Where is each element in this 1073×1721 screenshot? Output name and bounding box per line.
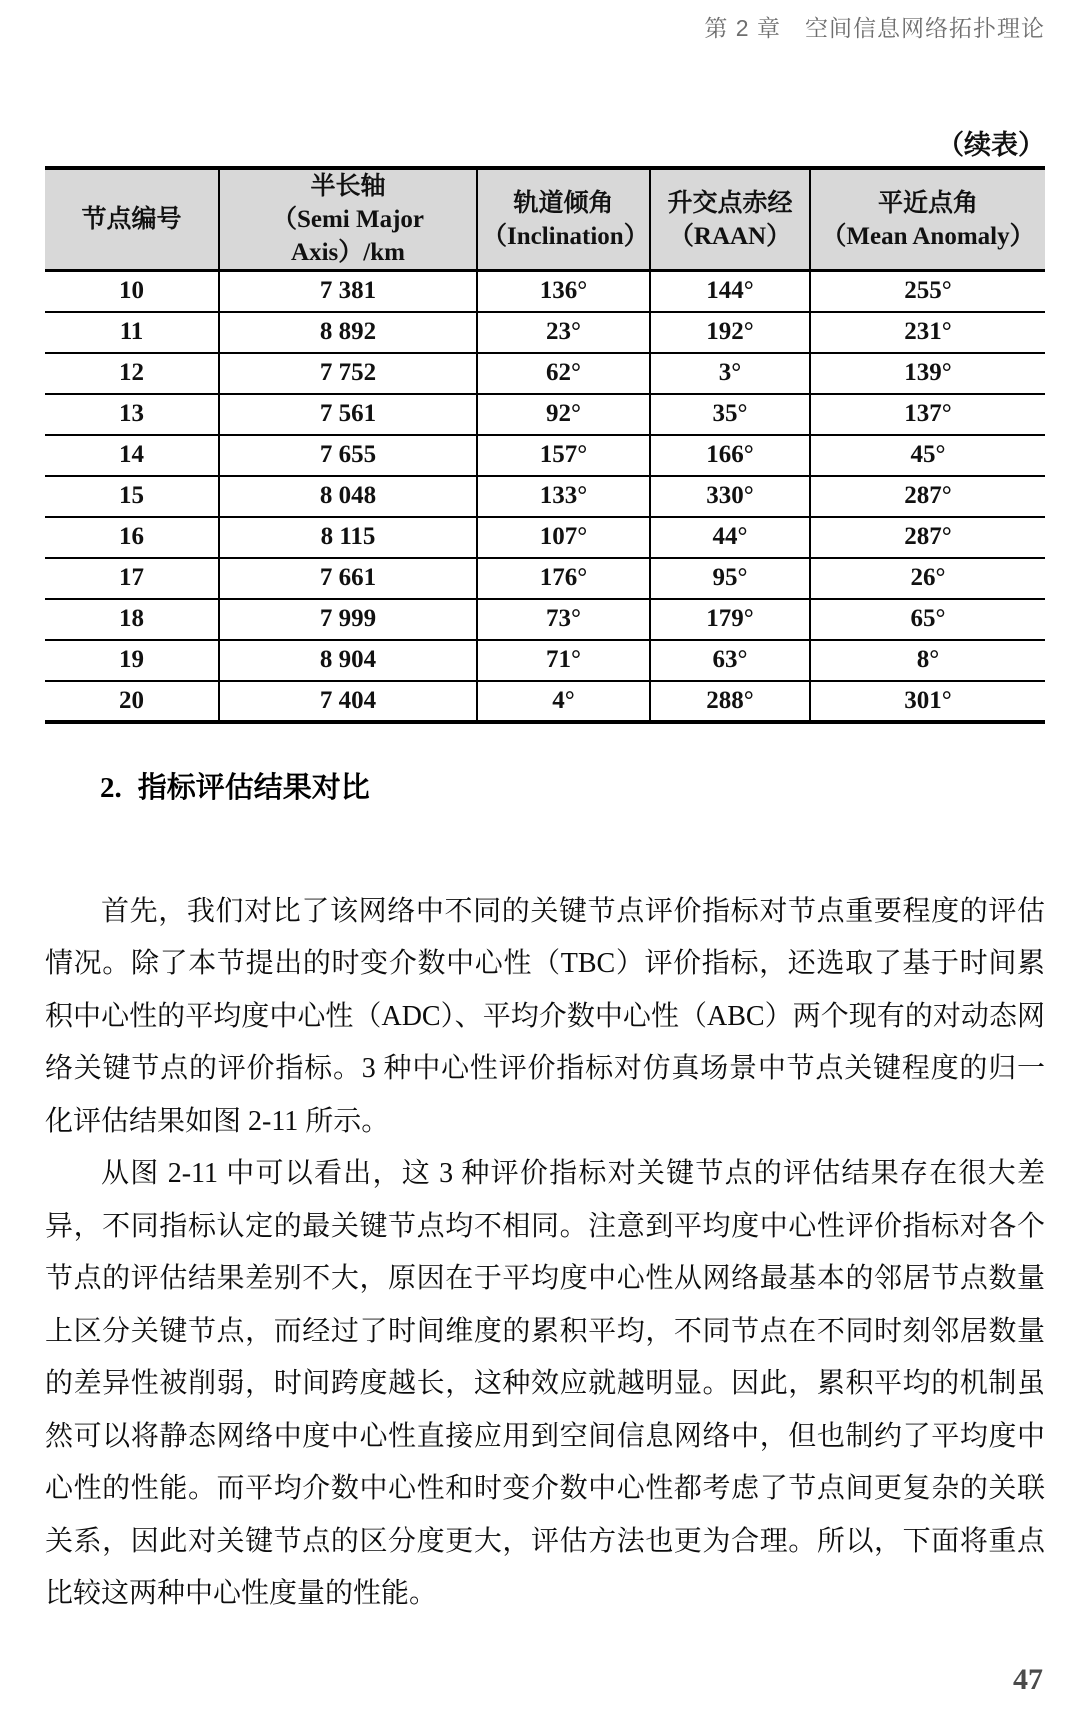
column-header-mean-anomaly [810, 168, 1045, 271]
section-heading [45, 770, 1045, 806]
column-header-cn: 平近点角 [877, 188, 978, 217]
table-cell: 35° [650, 394, 810, 435]
table-row [45, 558, 1045, 599]
table-cell: 63° [650, 640, 810, 681]
table-cell: 15 [45, 476, 219, 517]
table-cell: 288° [650, 681, 810, 722]
column-header-cn: 升交点赤经 [667, 188, 793, 217]
table-row [45, 599, 1045, 640]
table-cell: 44° [650, 517, 810, 558]
column-header-cn: 轨道倾角 [513, 188, 614, 217]
table-cell: 231° [810, 312, 1045, 353]
table-cell: 8 115 [219, 517, 477, 558]
table-cell: 10 [45, 271, 219, 312]
table-cell: 45° [810, 435, 1045, 476]
table-cell: 7 661 [219, 558, 477, 599]
table-row [45, 517, 1045, 558]
table-cell: 13 [45, 394, 219, 435]
table-row [45, 435, 1045, 476]
table-cell: 8° [810, 640, 1045, 681]
section-title: 指标评估结果对比 [137, 771, 370, 804]
running-header: 第 2 章 空间信息网络拓扑理论 [704, 15, 1045, 41]
table-cell: 7 561 [219, 394, 477, 435]
table-row [45, 353, 1045, 394]
table-cell: 8 892 [219, 312, 477, 353]
table-cell: 19 [45, 640, 219, 681]
table-cell: 157° [477, 435, 650, 476]
table-row [45, 640, 1045, 681]
table-cell: 95° [650, 558, 810, 599]
page-number: 47 [1013, 1663, 1043, 1696]
table-cell: 12 [45, 353, 219, 394]
table-cell: 255° [810, 271, 1045, 312]
column-header-semi-major-axis [219, 168, 477, 271]
table-cell: 26° [810, 558, 1045, 599]
column-header-en: （Inclination） [482, 222, 649, 250]
column-header-en: （Mean Anomaly） [821, 222, 1035, 250]
column-header-node-id [45, 168, 219, 271]
table-cell: 8 904 [219, 640, 477, 681]
body-text [45, 886, 1045, 1621]
column-header-cn: 半长轴 [310, 172, 386, 200]
table-cell: 8 048 [219, 476, 477, 517]
table-cell: 62° [477, 353, 650, 394]
paragraph: 首先，我们对比了该网络中不同的关键节点评价指标对节点重要程度的评估情况。除了本节提出的时变介数中心性（TBC）评价指标，还选取了基于时间累积中心性的平均度中心性（ADC）、平均介数中心性（ABC）两个现有的对动态网络关键节点的评价指标。3 种中心性评价指标对仿真场景中节点关键程度的归一化评估结果如图 2-11 所示。 [45, 895, 1045, 1137]
table-cell: 301° [810, 681, 1045, 722]
table-cell: 23° [477, 312, 650, 353]
table-cell: 4° [477, 681, 650, 722]
table-body [45, 271, 1045, 722]
table-cell: 18 [45, 599, 219, 640]
column-header-cn: 节点编号 [81, 205, 182, 233]
table-cell: 287° [810, 517, 1045, 558]
column-header-en: （RAAN） [668, 222, 792, 250]
table-cell: 14 [45, 435, 219, 476]
table-cell: 17 [45, 558, 219, 599]
column-header-inclination [477, 168, 650, 271]
table-cell: 139° [810, 353, 1045, 394]
table-row [45, 312, 1045, 353]
table-cell: 144° [650, 271, 810, 312]
table-cell: 92° [477, 394, 650, 435]
table-cell: 192° [650, 312, 810, 353]
table-cell: 287° [810, 476, 1045, 517]
table-cell: 330° [650, 476, 810, 517]
orbit-parameters-table [45, 166, 1045, 724]
table-cell: 7 381 [219, 271, 477, 312]
section-number: 2. [100, 771, 122, 804]
table-cell: 7 999 [219, 599, 477, 640]
table-cell: 7 752 [219, 353, 477, 394]
table-cell: 176° [477, 558, 650, 599]
table-cell: 7 655 [219, 435, 477, 476]
table-row [45, 476, 1045, 517]
table-header-row [45, 168, 1045, 271]
table-cell: 179° [650, 599, 810, 640]
table-row [45, 271, 1045, 312]
table-cell: 166° [650, 435, 810, 476]
table-cell: 7 404 [219, 681, 477, 722]
table-continuation-label: （续表） [937, 130, 1045, 160]
column-header-en: （Semi Major Axis）/km [271, 206, 425, 266]
table-cell: 11 [45, 312, 219, 353]
paragraph: 从图 2-11 中可以看出，这 3 种评价指标对关键节点的评估结果存在很大差异，不同指标认定的最关键节点均不相同。注意到平均度中心性评价指标对各个节点的评估结果差别不大，原因在于平均度中心性从网络最基本的邻居节点数量上区分关键节点，而经过了时间维度的累积平均，不同节点在不同时刻邻居数量的差异性被削弱，时间跨度越长，这种效应就越明显。因此，累积平均的机制虽然可以将静态网络中度中心性直接应用到空间信息网络中，但也制约了平均度中心性的性能。而平均介数中心性和时变介数中心性都考虑了节点间更复杂的关联关系，因此对关键节点的区分度更大，评估方法也更为合理。所以，下面将重点比较这两种中心性度量的性能。 [45, 1158, 1045, 1609]
table-cell: 133° [477, 476, 650, 517]
table-row [45, 394, 1045, 435]
table-cell: 16 [45, 517, 219, 558]
table-cell: 73° [477, 599, 650, 640]
table-cell: 71° [477, 640, 650, 681]
table-cell: 136° [477, 271, 650, 312]
table-cell: 3° [650, 353, 810, 394]
table-cell: 107° [477, 517, 650, 558]
table-cell: 137° [810, 394, 1045, 435]
table-cell: 65° [810, 599, 1045, 640]
table-cell: 20 [45, 681, 219, 722]
table-row [45, 681, 1045, 722]
column-header-raan [650, 168, 810, 271]
